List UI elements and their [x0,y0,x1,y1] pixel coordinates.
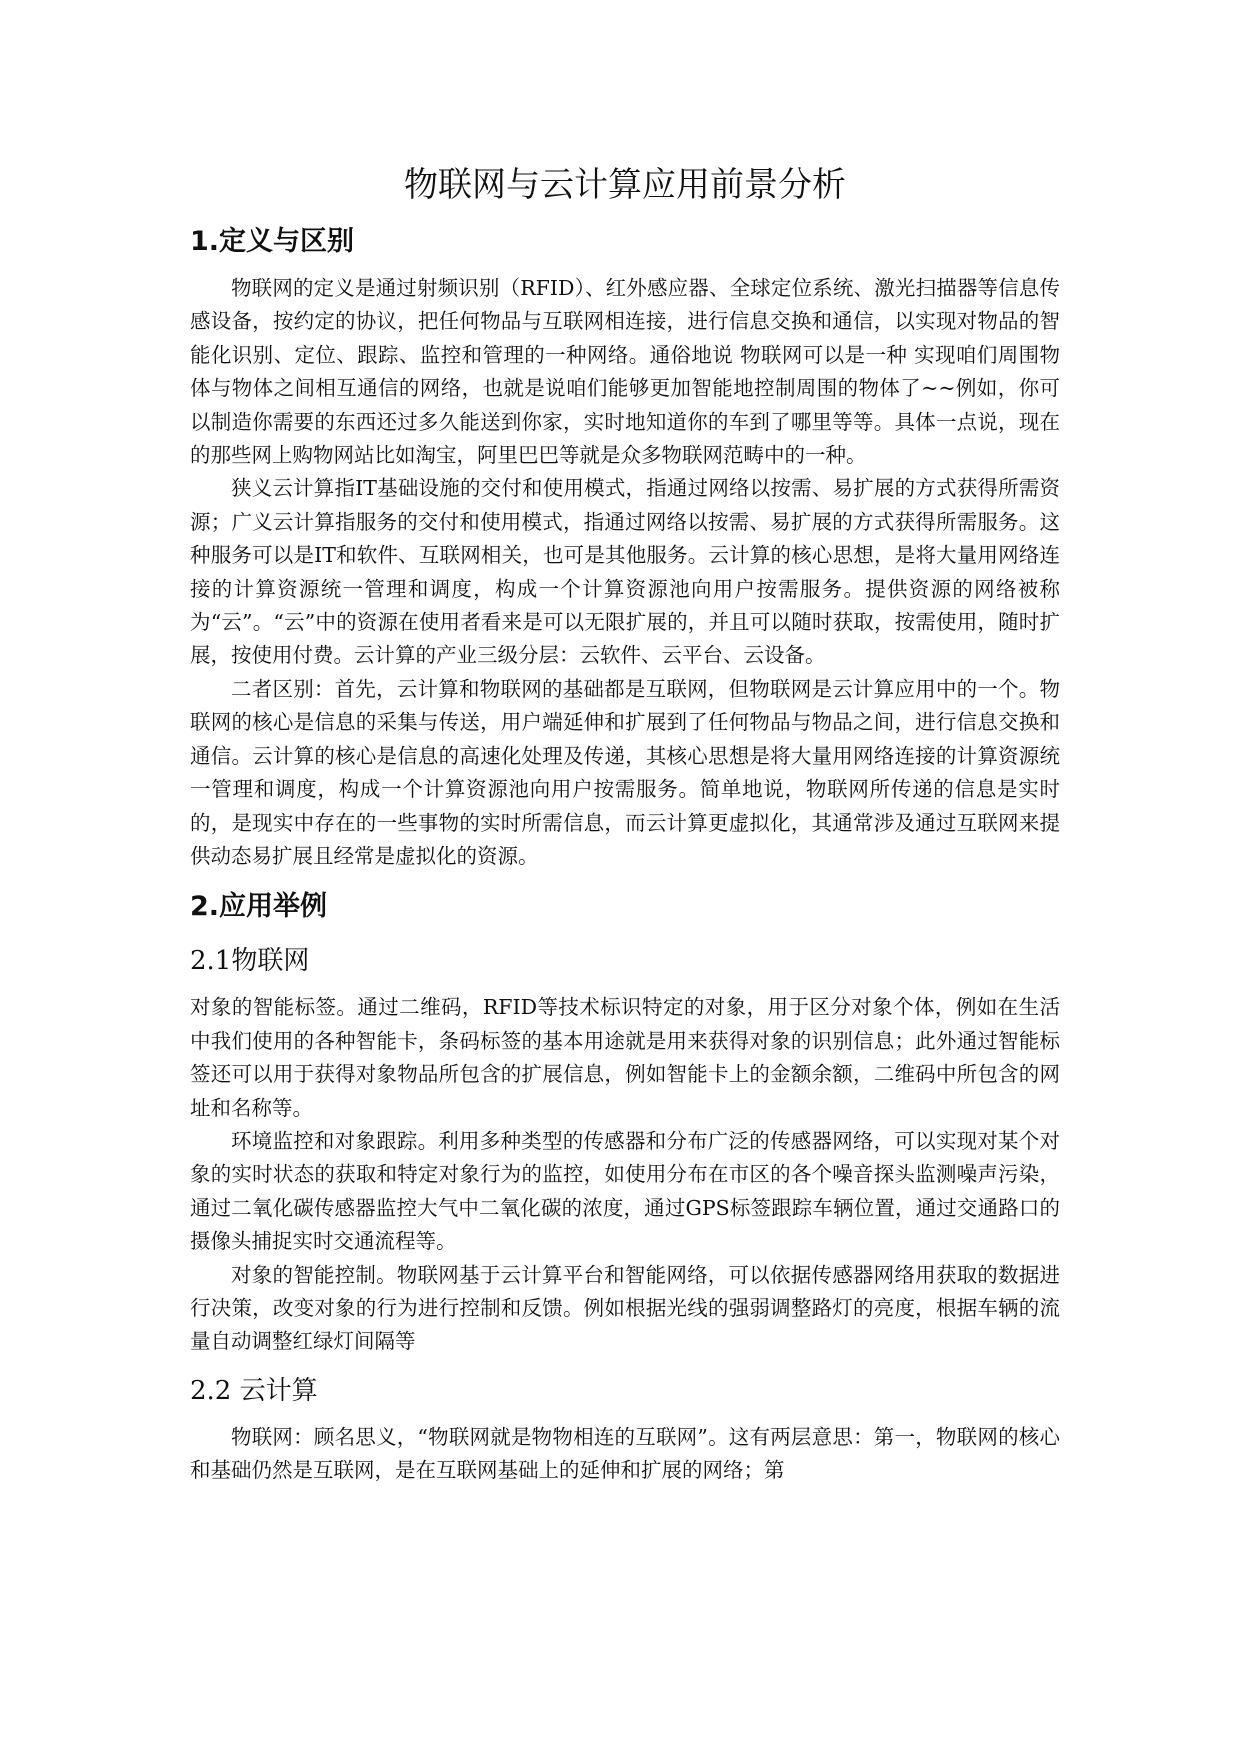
paragraph-smart-tags: 对象的智能标签。通过二维码，RFID等技术标识特定的对象，用于区分对象个体，例如在生活中我们使用的各种智能卡，条码标签的基本用途就是用来获得对象的识别信息；此外通过智能标签还可以用于获得对象物品所包含的扩展信息，例如智能卡上的金额余额，二维码中所包含的网址和名称等。 [190,995,1060,1120]
subsection-heading-cloud: 2.2 云计算 [190,1375,318,1406]
section-applications [190,885,1060,1487]
paragraph-difference: 二者区别：首先，云计算和物联网的基础都是互联网，但物联网是云计算应用中的一个。物联网的核心是信息的采集与传送，用户端延伸和扩展到了任何物品与物品之间，进行信息交换和通信。云计算的核心是信息的高速化处理及传递，其核心思想是将大量用网络连接的计算资源统一管理和调度，构成一个计算资源池向用户按需服务。简单地说，物联网所传递的信息是实时的，是现实中存在的一些事物的实时所需信息，而云计算更虚拟化，其通常涉及通过互联网来提供动态易扩展且经常是虚拟化的资源。 [190,676,1060,868]
section-definition [190,220,1060,873]
subsection-iot [190,939,1060,1358]
paragraph-iot-meaning: 物联网：顾名思义，“物联网就是物物相连的互联网”。这有两层意思：第一，物联网的核心和基础仍然是互联网，是在互联网基础上的延伸和扩展的网络；第 [190,1424,1060,1483]
document-title: 物联网与云计算应用前景分析 [404,165,846,205]
subsection-heading-iot: 2.1物联网 [190,946,310,977]
document-body [190,158,1060,1488]
paragraph-cloud-definition: 狭义云计算指IT基础设施的交付和使用模式，指通过网络以按需、易扩展的方式获得所需资源；广义云计算指服务的交付和使用模式，指通过网络以按需、易扩展的方式获得所需服务。这种服务可以是IT和软件、互联网相关，也可是其他服务。云计算的核心思想，是将大量用网络连接的计算资源统一管理和调度，构成一个计算资源池向用户按需服务。提供资源的网络被称为“云”。“云”中的资源在使用者看来是可以无限扩展的，并且可以随时获取，按需使用，随时扩展，按使用付费。云计算的产业三级分层：云软件、云平台、云设备。 [190,476,1060,668]
section-heading-definition: 1.定义与区别 [190,226,355,257]
paragraph-iot-definition: 物联网的定义是通过射频识别（RFID）、红外感应器、全球定位系统、激光扫描器等信息传感设备，按约定的协议，把任何物品与互联网相连接，进行信息交换和通信，以实现对物品的智能化识别、定位、跟踪、监控和管理的一种网络。通俗地说 物联网可以是一种 实现咱们周围物体与物体之间相互通信的网络，也就是说咱们能够更加智能地控制周围的物体了~~例如，你可以制造你需要的东西还过多久能送到你家，实时地知道你的车到了哪里等等。具体一点说，现在的那些网上购物网站比如淘宝，阿里巴巴等就是众多物联网范畴中的一种。 [190,276,1060,468]
paragraph-smart-control: 对象的智能控制。物联网基于云计算平台和智能网络，可以依据传感器网络用获取的数据进行决策，改变对象的行为进行控制和反馈。例如根据光线的强弱调整路灯的亮度，根据车辆的流量自动调整红绿灯间隔等 [190,1262,1060,1354]
subsection-cloud [190,1369,1060,1488]
section-heading-applications: 2.应用举例 [190,891,328,923]
paragraph-environment-monitoring: 环境监控和对象跟踪。利用多种类型的传感器和分布广泛的传感器网络，可以实现对某个对象的实时状态的获取和特定对象行为的监控，如使用分布在市区的各个噪音探头监测噪声污染，通过二氧化碳传感器监控大气中二氧化碳的浓度，通过GPS标签跟踪车辆位置，通过交通路口的摄像头捕捉实时交通流程等。 [190,1128,1060,1254]
